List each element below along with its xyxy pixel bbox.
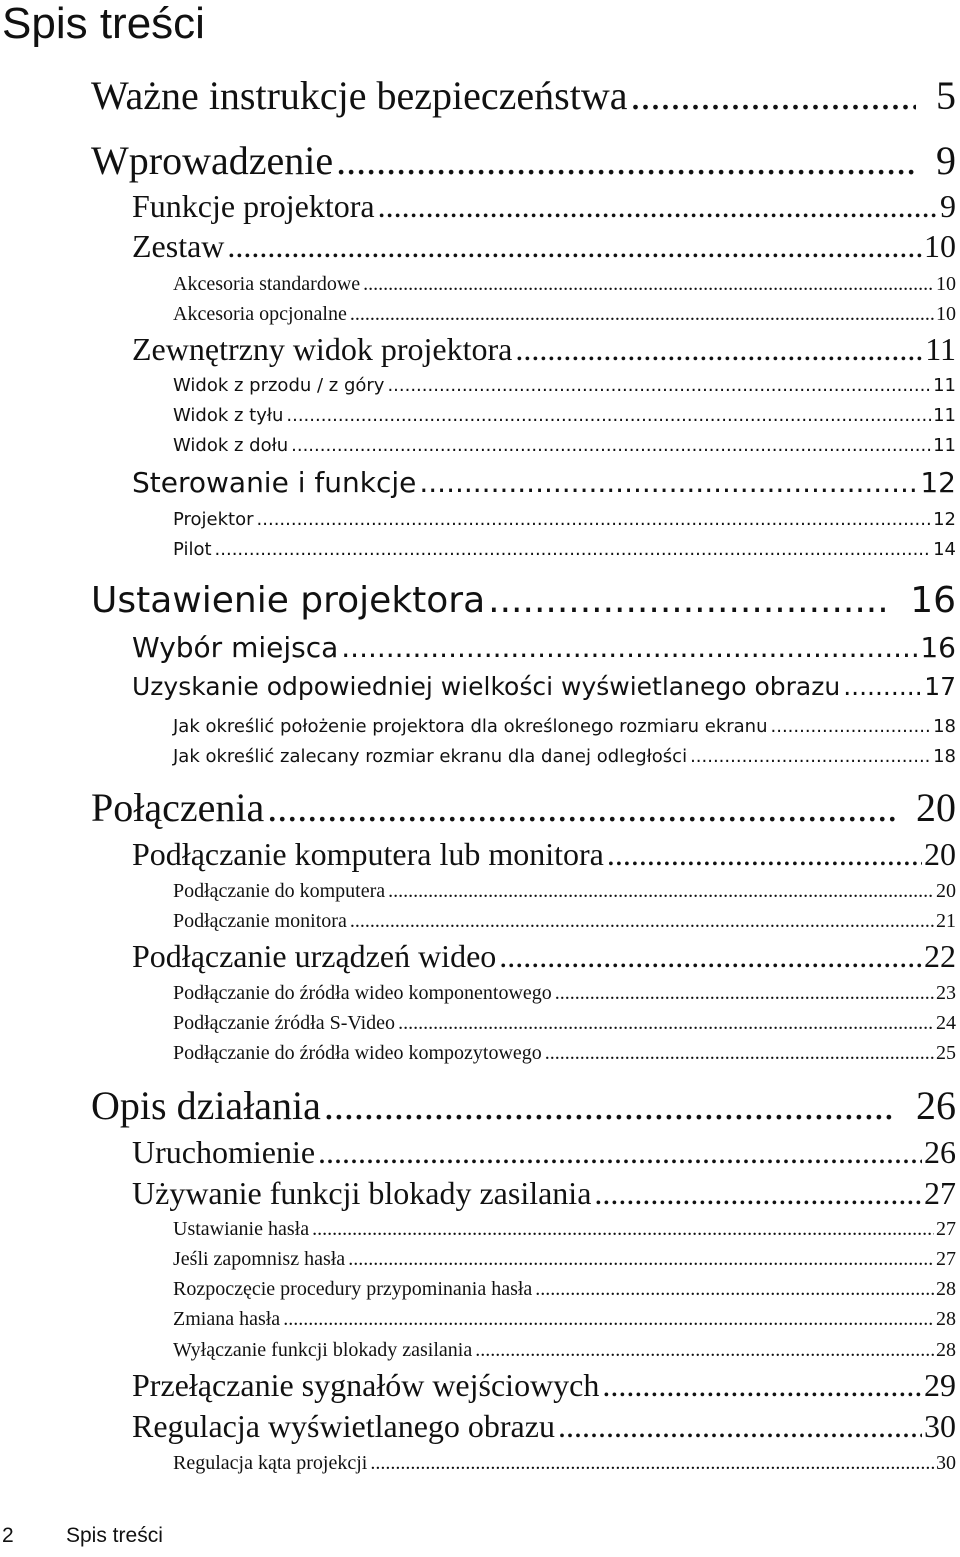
dot-leader	[336, 137, 916, 184]
entry-title: Podłączanie do źródła wideo komponentowego	[173, 982, 552, 1004]
toc-entry-subsection[interactable]	[173, 880, 956, 903]
dot-leader	[283, 1308, 934, 1331]
toc-entry-section[interactable]	[132, 1134, 956, 1171]
toc-entry-subsection[interactable]	[173, 509, 956, 530]
entry-title: Podłączanie źródła S-Video	[173, 1012, 396, 1034]
dot-leader	[515, 331, 923, 368]
entry-title: Podłączanie urządzeń wideo	[132, 938, 497, 974]
entry-page-number: 9	[940, 188, 956, 224]
dot-leader	[398, 1012, 934, 1035]
entry-page-number: 16	[910, 580, 956, 621]
toc-entry-subsection[interactable]	[173, 716, 956, 737]
entry-page-number: 11	[933, 375, 956, 396]
entry-page-number: 25	[936, 1042, 956, 1064]
entry-title: Zewnętrzny widok projektora	[132, 331, 513, 367]
toc-entry-section[interactable]	[132, 466, 956, 499]
toc-entry-subsection[interactable]	[173, 435, 956, 456]
entry-page-number: 18	[933, 716, 956, 737]
entry-page-number: 29	[924, 1367, 956, 1403]
dot-leader	[607, 836, 922, 873]
dot-leader	[318, 1134, 922, 1171]
entry-page-number: 11	[933, 405, 956, 426]
dot-leader	[291, 435, 931, 456]
toc-entry-subsection[interactable]	[173, 746, 956, 767]
dot-leader	[324, 1082, 896, 1129]
dot-leader	[215, 539, 932, 560]
dot-leader	[843, 672, 922, 701]
toc-entry-subsection[interactable]	[173, 405, 956, 426]
toc-entry-section[interactable]	[132, 331, 956, 368]
toc-entry-chapter[interactable]	[91, 72, 956, 119]
entry-title: Projektor	[173, 509, 254, 530]
footer-label: Spis treści	[66, 1524, 163, 1547]
entry-page-number: 27	[936, 1248, 956, 1270]
entry-title: Podłączanie do komputera	[173, 880, 386, 902]
toc-entry-subsection[interactable]	[173, 1308, 956, 1331]
entry-title: Zmiana hasła	[173, 1308, 281, 1330]
entry-title: Jeśli zapomnisz hasła	[173, 1248, 346, 1270]
page-title: Spis treści	[2, 0, 205, 48]
entry-page-number: 26	[916, 1083, 956, 1128]
entry-page-number: 28	[936, 1308, 956, 1330]
entry-title: Zestaw	[132, 228, 225, 264]
toc-entry-subsection[interactable]	[173, 303, 956, 326]
entry-title: Używanie funkcji blokady zasilania	[132, 1175, 592, 1211]
dot-leader	[312, 1218, 934, 1241]
entry-title: Ustawienie projektora	[91, 580, 486, 621]
dot-leader	[535, 1278, 934, 1301]
entry-title: Uzyskanie odpowiedniej wielkości wyświetlanego obrazu	[132, 672, 841, 701]
toc-entry-section[interactable]	[132, 631, 956, 664]
entry-page-number: 21	[936, 910, 956, 932]
toc-entry-section[interactable]	[132, 836, 956, 873]
entry-page-number: 12	[933, 509, 956, 530]
entry-title: Widok z przodu / z góry	[173, 375, 385, 396]
dot-leader	[545, 1042, 934, 1065]
entry-page-number: 11	[925, 331, 956, 367]
toc-entry-subsection[interactable]	[173, 1339, 956, 1362]
entry-page-number: 26	[924, 1134, 956, 1170]
entry-page-number: 28	[936, 1278, 956, 1300]
entry-title: Widok z dołu	[173, 435, 289, 456]
entry-page-number: 22	[924, 938, 956, 974]
entry-title: Jak określić zalecany rozmiar ekranu dla danej odległości	[173, 746, 688, 767]
entry-title: Pilot	[173, 539, 212, 560]
entry-page-number: 16	[920, 631, 956, 664]
dot-leader	[350, 303, 934, 326]
entry-title: Ustawianie hasła	[173, 1218, 310, 1240]
toc-entry-subsection[interactable]	[173, 1248, 956, 1271]
footer-page-number: 2	[2, 1524, 14, 1547]
toc-entry-section[interactable]	[132, 228, 956, 265]
dot-leader	[370, 1452, 934, 1475]
entry-page-number: 28	[936, 1339, 956, 1361]
dot-leader	[257, 509, 932, 530]
entry-title: Wybór miejsca	[132, 631, 339, 664]
entry-page-number: 18	[933, 746, 956, 767]
toc-entry-section[interactable]	[132, 188, 956, 225]
toc-entry-section[interactable]	[132, 1175, 956, 1212]
entry-page-number: 30	[924, 1408, 956, 1444]
entry-page-number: 27	[924, 1175, 956, 1211]
entry-page-number: 17	[924, 672, 956, 701]
entry-title: Przełączanie sygnałów wejściowych	[132, 1367, 600, 1403]
entry-title: Podłączanie do źródła wideo kompozytowego	[173, 1042, 542, 1064]
dot-leader	[387, 375, 931, 396]
toc-entry-chapter[interactable]	[91, 1082, 956, 1129]
toc-entry-chapter[interactable]	[91, 580, 956, 621]
toc-entry-section[interactable]	[132, 1367, 956, 1404]
entry-title: Uruchomienie	[132, 1134, 316, 1170]
dot-leader	[267, 784, 896, 831]
entry-title: Widok z tyłu	[173, 405, 284, 426]
entry-title: Podłączanie komputera lub monitora	[132, 836, 604, 872]
toc-entry-subsection[interactable]	[173, 1218, 956, 1241]
entry-page-number: 20	[924, 836, 956, 872]
entry-title: Jak określić położenie projektora dla określonego rozmiaru ekranu	[173, 716, 768, 737]
entry-title: Wyłączanie funkcji blokady zasilania	[173, 1339, 473, 1361]
entry-title: Rozpoczęcie procedury przypominania hasła	[173, 1278, 533, 1300]
toc-entry-subsection[interactable]	[173, 1012, 956, 1035]
entry-title: Wprowadzenie	[91, 138, 334, 183]
entry-page-number: 27	[936, 1218, 956, 1240]
entry-title: Podłączanie monitora	[173, 910, 347, 932]
entry-title: Ważne instrukcje bezpieczeństwa	[91, 73, 628, 118]
toc-entry-chapter[interactable]	[91, 137, 956, 184]
toc-entry-subsection[interactable]	[173, 1042, 956, 1065]
dot-leader	[475, 1339, 934, 1362]
dot-leader	[555, 982, 934, 1005]
toc-entry-section[interactable]	[132, 672, 956, 701]
dot-leader	[227, 228, 922, 265]
toc-entry-subsection[interactable]	[173, 982, 956, 1005]
toc-entry-subsection[interactable]	[173, 910, 956, 933]
entry-title: Sterowanie i funkcje	[132, 466, 417, 499]
entry-page-number: 9	[936, 138, 956, 183]
entry-page-number: 11	[933, 435, 956, 456]
entry-page-number: 10	[936, 303, 956, 325]
entry-page-number: 14	[933, 539, 956, 560]
dot-leader	[690, 746, 931, 767]
entry-page-number: 20	[936, 880, 956, 902]
dot-leader	[419, 466, 918, 499]
entry-title: Funkcje projektora	[132, 188, 375, 224]
toc-entry-subsection[interactable]	[173, 273, 956, 296]
dot-leader	[350, 910, 934, 933]
dot-leader	[341, 631, 918, 664]
toc-entry-subsection[interactable]	[173, 539, 956, 560]
dot-leader	[499, 938, 922, 975]
entry-title: Akcesoria standardowe	[173, 273, 361, 295]
entry-title: Regulacja wyświetlanego obrazu	[132, 1408, 555, 1444]
dot-leader	[602, 1367, 922, 1404]
dot-leader	[771, 716, 932, 737]
entry-page-number: 24	[936, 1012, 956, 1034]
entry-page-number: 5	[936, 73, 956, 118]
entry-page-number: 23	[936, 982, 956, 1004]
dot-leader	[631, 72, 916, 119]
entry-page-number: 10	[924, 228, 956, 264]
dot-leader	[363, 273, 934, 296]
toc-entry-chapter[interactable]	[91, 784, 956, 831]
entry-page-number: 30	[936, 1452, 956, 1474]
dot-leader	[378, 188, 938, 225]
toc-entry-subsection[interactable]	[173, 1452, 956, 1475]
toc-entry-section[interactable]	[132, 938, 956, 975]
entry-page-number: 20	[916, 785, 956, 830]
entry-title: Regulacja kąta projekcji	[173, 1452, 368, 1474]
dot-leader	[594, 1175, 922, 1212]
dot-leader	[488, 580, 890, 621]
dot-leader	[348, 1248, 934, 1271]
toc-entry-subsection[interactable]	[173, 1278, 956, 1301]
dot-leader	[388, 880, 934, 903]
dot-leader	[286, 405, 931, 426]
entry-page-number: 12	[920, 466, 956, 499]
entry-page-number: 10	[936, 273, 956, 295]
entry-title: Połączenia	[91, 785, 265, 830]
toc-entry-section[interactable]	[132, 1408, 956, 1445]
entry-title: Opis działania	[91, 1083, 321, 1128]
entry-title: Akcesoria opcjonalne	[173, 303, 347, 325]
toc-entry-subsection[interactable]	[173, 375, 956, 396]
dot-leader	[558, 1408, 922, 1445]
